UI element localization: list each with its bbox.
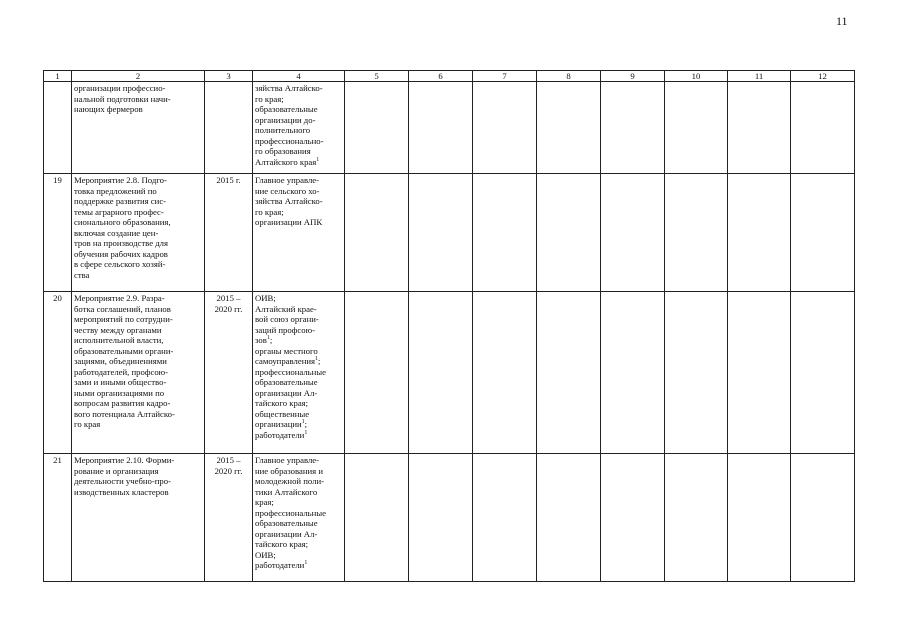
empty-cell-col-11 xyxy=(728,82,791,174)
executor-text: организации Ал- xyxy=(255,528,318,539)
column-number-row xyxy=(44,71,855,82)
empty-cell-col-6 xyxy=(409,82,473,174)
column-number-1: 1 xyxy=(44,71,72,82)
executor-text: заций профсою- xyxy=(255,324,315,335)
empty-cell-col-7 xyxy=(473,82,537,174)
empty-cell-col-9 xyxy=(601,82,665,174)
executor-line xyxy=(255,125,342,136)
column-number-6: 6 xyxy=(409,71,473,82)
executor-text: Алтайского края xyxy=(255,156,317,167)
executors-cell xyxy=(253,174,345,292)
activity-line: Мероприятие 2.9. Разра- xyxy=(74,293,165,303)
executor-line xyxy=(255,518,342,529)
activity-line: ными организациями по xyxy=(74,387,165,398)
executor-text: организации xyxy=(255,419,302,429)
activity-cell xyxy=(72,82,205,174)
empty-cell-col-12 xyxy=(791,454,855,582)
executor-text: полнительного xyxy=(255,125,311,135)
term-cell xyxy=(205,454,253,582)
footnote-mark: 1 xyxy=(301,419,305,426)
empty-cell-col-8 xyxy=(537,292,601,454)
executor-line xyxy=(255,377,342,388)
executor-line xyxy=(255,398,342,409)
empty-cell-col-9 xyxy=(601,454,665,582)
empty-cell-col-10 xyxy=(665,174,728,292)
activity-line: товка предложений по xyxy=(74,185,157,196)
empty-cell-col-7 xyxy=(473,174,537,292)
term-cell xyxy=(205,82,253,174)
executor-line xyxy=(255,550,342,561)
executor-line xyxy=(255,560,342,571)
executor-line xyxy=(255,175,342,186)
activity-line: образовательными органи- xyxy=(74,345,174,356)
executor-text: ние образования и xyxy=(255,465,323,476)
table-row xyxy=(44,454,855,582)
activity-line: зами и иными общество- xyxy=(74,377,167,387)
executor-text: образовательные xyxy=(255,377,318,387)
row-number-cell: 21 xyxy=(44,454,72,582)
executor-text: органы местного xyxy=(255,345,318,356)
empty-cell-col-10 xyxy=(665,292,728,454)
activity-line: мероприятий по сотрудни- xyxy=(74,314,173,324)
activity-cell xyxy=(72,292,205,454)
executors-cell xyxy=(253,82,345,174)
executor-punct: ; xyxy=(318,356,321,366)
executor-line xyxy=(255,466,342,477)
executor-line xyxy=(255,196,342,207)
executor-line xyxy=(255,314,342,325)
activity-line: деятельности учебно-про- xyxy=(74,476,172,486)
executor-text: образовательные xyxy=(255,518,318,528)
empty-cell-col-7 xyxy=(473,292,537,454)
activity-line: включая создание цен- xyxy=(74,227,159,238)
activity-line: тров на производстве для xyxy=(74,238,168,248)
executor-text: Алтайский крае- xyxy=(255,303,317,314)
executor-line xyxy=(255,186,342,197)
executor-text: го края; xyxy=(255,206,284,217)
empty-cell-col-12 xyxy=(791,82,855,174)
activity-line: работодателей, профсою- xyxy=(74,366,169,377)
activity-line: Мероприятие 2.10. Форми- xyxy=(74,455,175,465)
empty-cell-col-9 xyxy=(601,292,665,454)
empty-cell-col-6 xyxy=(409,174,473,292)
executors-cell xyxy=(253,292,345,454)
term-line: 2015 – xyxy=(216,293,241,303)
executor-line xyxy=(255,293,342,304)
executors-cell xyxy=(253,454,345,582)
empty-cell-col-11 xyxy=(728,174,791,292)
empty-cell-col-12 xyxy=(791,174,855,292)
activity-line: ботка соглашений, планов xyxy=(74,303,171,314)
term-line: 2015 – xyxy=(216,455,241,465)
empty-cell-col-5 xyxy=(345,82,409,174)
empty-cell-col-5 xyxy=(345,454,409,582)
executor-line xyxy=(255,136,342,147)
activity-line: Мероприятие 2.8. Подго- xyxy=(74,175,167,185)
executor-text: го края; xyxy=(255,93,284,104)
empty-cell-col-10 xyxy=(665,82,728,174)
executor-text: зов xyxy=(255,335,267,345)
column-number-8: 8 xyxy=(537,71,601,82)
activity-line: обучения рабочих кадров xyxy=(74,248,168,259)
executor-line xyxy=(255,94,342,105)
executor-text: профессиональные xyxy=(255,366,326,377)
executor-text: организации Ал- xyxy=(255,387,318,398)
activity-line: изводственных кластеров xyxy=(74,486,169,497)
activity-cell xyxy=(72,174,205,292)
activity-cell xyxy=(72,454,205,582)
empty-cell-col-5 xyxy=(345,174,409,292)
row-number-cell: 19 xyxy=(44,174,72,292)
executor-text: края; xyxy=(255,497,274,507)
executor-text: работодатели xyxy=(255,560,305,570)
executor-line xyxy=(255,497,342,508)
empty-cell-col-10 xyxy=(665,454,728,582)
executor-text: ОИВ; xyxy=(255,293,276,303)
executor-text: зяйства Алтайско- xyxy=(255,83,323,93)
executor-text: вой союз органи- xyxy=(255,314,319,324)
activity-line: нающих фермеров xyxy=(74,104,143,114)
page-number: 11 xyxy=(836,14,848,28)
footnote-mark: 1 xyxy=(266,335,270,342)
column-number-3: 3 xyxy=(205,71,253,82)
activity-line: темы аграрного профес- xyxy=(74,206,164,217)
empty-cell-col-5 xyxy=(345,292,409,454)
executor-text: ОИВ; xyxy=(255,549,276,560)
activity-line: вопросам развития кадро- xyxy=(74,398,171,408)
executor-text: профессиональные xyxy=(255,507,326,518)
executor-text: го образования xyxy=(255,146,311,156)
executor-text: организации до- xyxy=(255,114,316,125)
activity-line: ства xyxy=(74,269,90,280)
executor-text: тайского края; xyxy=(255,539,309,549)
executor-line xyxy=(255,207,342,218)
executor-line xyxy=(255,476,342,487)
executor-punct: ; xyxy=(269,335,273,345)
activity-line: вого потенциала Алтайско- xyxy=(74,408,175,419)
executor-text: ние сельского хо- xyxy=(255,185,320,196)
term-line: 2015 г. xyxy=(216,175,241,185)
table-row xyxy=(44,292,855,454)
executor-line xyxy=(255,146,342,157)
column-number-12: 12 xyxy=(791,71,855,82)
column-number-7: 7 xyxy=(473,71,537,82)
activity-line: организации профессио- xyxy=(74,83,166,93)
column-number-9: 9 xyxy=(601,71,665,82)
executor-line xyxy=(255,430,342,441)
executor-line xyxy=(255,455,342,466)
footnote-mark: 1 xyxy=(304,429,308,436)
executor-line xyxy=(255,304,342,315)
executor-line xyxy=(255,529,342,540)
executor-text: зяйства Алтайско- xyxy=(255,196,323,206)
empty-cell-col-7 xyxy=(473,454,537,582)
activity-line: в сфере сельского хозяй- xyxy=(74,259,166,269)
executor-text: Главное управле- xyxy=(255,175,320,185)
executor-text: общественные xyxy=(255,408,310,419)
executor-line xyxy=(255,539,342,550)
term-cell xyxy=(205,292,253,454)
activity-line: рование и организация xyxy=(74,465,159,476)
executor-text: профессионально- xyxy=(255,135,324,146)
row-number-cell xyxy=(44,82,72,174)
empty-cell-col-8 xyxy=(537,454,601,582)
activity-line: поддержке развития сис- xyxy=(74,196,167,206)
term-cell xyxy=(205,174,253,292)
column-number-5: 5 xyxy=(345,71,409,82)
executor-text: тайского края; xyxy=(255,398,309,408)
executor-line xyxy=(255,508,342,519)
footnote-mark: 1 xyxy=(315,356,318,363)
column-number-10: 10 xyxy=(665,71,728,82)
executor-text: Главное управле- xyxy=(255,455,320,465)
activity-line: сионального образования, xyxy=(74,217,171,227)
executor-line xyxy=(255,419,342,430)
executor-line xyxy=(255,487,342,498)
empty-cell-col-8 xyxy=(537,82,601,174)
activity-line: исполнительной власти, xyxy=(74,335,164,345)
column-number-2: 2 xyxy=(72,71,205,82)
executor-line xyxy=(255,325,342,336)
executor-line xyxy=(255,115,342,126)
empty-cell-col-9 xyxy=(601,174,665,292)
executor-line xyxy=(255,217,342,228)
footnote-mark: 1 xyxy=(304,560,308,567)
executor-text: тики Алтайского xyxy=(255,486,318,497)
column-number-11: 11 xyxy=(728,71,791,82)
empty-cell-col-6 xyxy=(409,454,473,582)
empty-cell-col-6 xyxy=(409,292,473,454)
executor-line xyxy=(255,367,342,378)
term-line: 2020 гг. xyxy=(214,303,243,314)
executor-line xyxy=(255,346,342,357)
executor-line xyxy=(255,335,342,346)
executor-line xyxy=(255,104,342,115)
activity-line: го края xyxy=(74,419,101,429)
executor-text: организации АПК xyxy=(255,217,323,227)
activity-line: честву между органами xyxy=(74,324,162,335)
executor-text: молодежной поли- xyxy=(255,476,325,486)
row-number-cell: 20 xyxy=(44,292,72,454)
empty-cell-col-11 xyxy=(728,292,791,454)
executor-text: работодатели xyxy=(255,429,305,440)
executor-text: образовательные xyxy=(255,104,318,114)
column-number-4: 4 xyxy=(253,71,345,82)
executor-line xyxy=(255,409,342,420)
activity-line: нальной подготовки начи- xyxy=(74,93,171,104)
footnote-mark: 1 xyxy=(316,156,320,163)
table-row xyxy=(44,174,855,292)
executor-line xyxy=(255,157,342,168)
empty-cell-col-11 xyxy=(728,454,791,582)
executor-line xyxy=(255,356,342,367)
executor-line xyxy=(255,388,342,399)
term-line: 2020 гг. xyxy=(214,465,243,476)
activities-table xyxy=(43,70,855,582)
executor-text: самоуправления xyxy=(255,356,315,366)
executor-punct: ; xyxy=(304,419,308,429)
empty-cell-col-12 xyxy=(791,292,855,454)
empty-cell-col-8 xyxy=(537,174,601,292)
table-row xyxy=(44,82,855,174)
activity-line: зациями, объединениями xyxy=(74,356,167,366)
executor-line xyxy=(255,83,342,94)
